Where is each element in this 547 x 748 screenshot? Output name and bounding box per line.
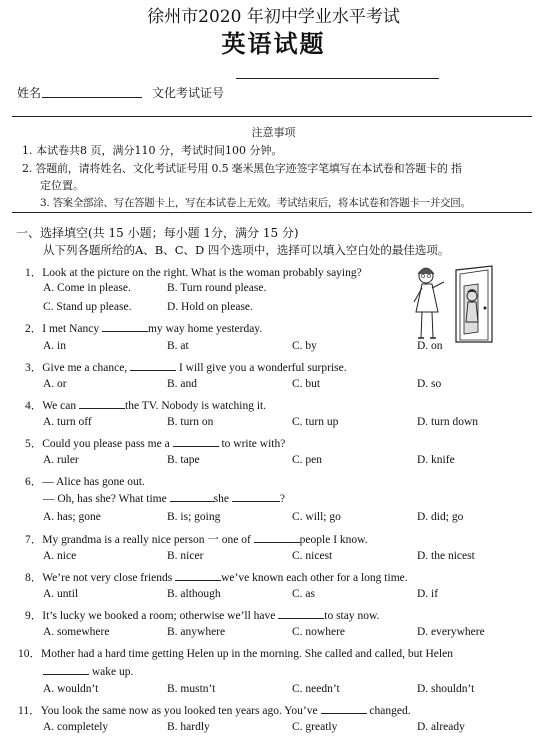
divider-top	[12, 116, 532, 117]
q8-option-b[interactable]: B. although	[167, 588, 221, 600]
answer-blank[interactable]	[175, 570, 221, 581]
q4-option-a[interactable]: A. turn off	[43, 416, 92, 428]
question-text: — Oh, has she? What time	[43, 493, 170, 505]
q6-option-b[interactable]: B. is; going	[167, 511, 221, 523]
question-text: I will give you a wonderful surprise.	[176, 362, 347, 374]
q10-option-a[interactable]: A. wouldn’t	[43, 683, 99, 695]
answer-blank[interactable]	[321, 703, 367, 714]
question-text: Look at the picture on the right. What is the woman probably saying?	[42, 267, 362, 279]
question-10	[18, 645, 453, 661]
q10-option-c[interactable]: C. needn’t	[292, 683, 340, 695]
q1-option-c[interactable]: C. Stand up please.	[43, 301, 132, 313]
q1-option-d[interactable]: D. Hold on please.	[167, 301, 253, 313]
exam-id-line	[236, 78, 439, 79]
q9-option-c[interactable]: C. nowhere	[292, 626, 346, 638]
question-text: We can	[42, 400, 79, 412]
question-number: 2．	[25, 323, 43, 335]
q2-option-c[interactable]: C. by	[292, 340, 317, 352]
question-7	[25, 531, 368, 547]
section-heading: 一、选择填空(共 15 小题；每小题 1分，满分 15 分)	[16, 226, 299, 240]
notice-item-2: 2. 答题前，请将姓名、文化考试证号用 0.5 毫米黑色字迹签字笔填写在本试卷和答题卡的 指	[22, 162, 462, 175]
divider-bottom	[12, 212, 532, 213]
question-text: wake up.	[89, 666, 134, 678]
question-number: 11．	[18, 705, 41, 717]
question-number: 5．	[25, 438, 43, 450]
q8-option-c[interactable]: C. as	[292, 588, 315, 600]
exam-title: 徐州市2020 年初中学业水平考试	[147, 7, 400, 27]
q2-option-a[interactable]: A. in	[43, 340, 66, 352]
question-text: Could you please pass me a	[42, 438, 173, 450]
question-text: We’re not very close friends	[42, 572, 176, 584]
question-number: 4．	[25, 400, 43, 412]
answer-blank[interactable]	[43, 664, 89, 675]
question-number: 8．	[25, 572, 43, 584]
question-text: we’ve known each other for a long time.	[221, 572, 408, 584]
answer-blank[interactable]	[254, 532, 300, 543]
q3-option-c[interactable]: C. but	[292, 378, 321, 390]
question-text: people I know.	[299, 534, 368, 546]
exam-id-label: 文化考试证号	[152, 86, 225, 100]
question-10-line-2	[43, 664, 133, 678]
question-number: 3．	[25, 362, 43, 374]
q2-option-d[interactable]: D. on	[417, 340, 443, 352]
q11-option-a[interactable]: A. completely	[43, 721, 109, 733]
answer-blank[interactable]	[130, 360, 176, 371]
question-number: 10．	[18, 648, 41, 660]
q9-option-d[interactable]: D. everywhere	[417, 626, 485, 638]
question-text: changed.	[366, 705, 411, 717]
question-6	[25, 473, 145, 489]
q5-option-c[interactable]: C. pen	[292, 454, 323, 466]
q11-option-d[interactable]: D. already	[417, 721, 465, 733]
question-9	[25, 607, 379, 623]
answer-blank[interactable]	[173, 436, 219, 447]
question-number: 1．	[25, 267, 43, 279]
notice-item-3: 3. 答案全部涂、写在答题卡上，写在本试卷上无效。考试结束后，将本试卷和答题卡一并交回。	[40, 197, 471, 209]
question-5	[25, 435, 285, 451]
question-1	[25, 264, 362, 280]
question-text: I met Nancy	[42, 323, 102, 335]
q11-option-b[interactable]: B. hardly	[167, 721, 210, 733]
q10-option-b[interactable]: B. mustn’t	[167, 683, 216, 695]
q10-option-d[interactable]: D. shouldn’t	[417, 683, 475, 695]
q4-option-b[interactable]: B. turn on	[167, 416, 214, 428]
q7-option-d[interactable]: D. the nicest	[417, 550, 475, 562]
notice-heading: 注意事项	[251, 126, 296, 139]
question-text: my way home yesterday.	[147, 323, 263, 335]
q7-option-c[interactable]: C. nicest	[292, 550, 333, 562]
question-8	[25, 569, 408, 585]
notice-item-1: 1. 本试卷共8 页，满分110 分，考试时间100 分钟。	[22, 144, 283, 157]
q3-option-d[interactable]: D. so	[417, 378, 442, 390]
question-3	[25, 359, 347, 375]
question-11	[18, 702, 411, 718]
section-instruction: 从下列各题所给的A、B、C、D 四个选项中，选择可以填入空白处的最佳选项。	[43, 243, 450, 257]
q2-option-b[interactable]: B. at	[167, 340, 189, 352]
question-text: to stay now.	[324, 610, 380, 622]
q6-option-a[interactable]: A. has; gone	[43, 511, 101, 523]
q11-option-c[interactable]: C. greatly	[292, 721, 338, 733]
answer-blank[interactable]	[79, 398, 125, 409]
question-6-line-2	[43, 491, 285, 505]
woman-at-door-illustration	[408, 262, 500, 346]
q7-option-a[interactable]: A. nice	[43, 550, 77, 562]
answer-blank[interactable]	[102, 321, 148, 332]
question-text: You look the same now as you looked ten years ago. You’ve	[40, 705, 321, 717]
question-4	[25, 397, 266, 413]
q8-option-a[interactable]: A. until	[43, 588, 79, 600]
q5-option-a[interactable]: A. ruler	[43, 454, 79, 466]
question-text: Give me a chance,	[42, 362, 131, 374]
question-number: 7．	[25, 534, 43, 546]
q8-option-d[interactable]: D. if	[417, 588, 439, 600]
question-text: — Alice has gone out.	[42, 476, 145, 488]
question-text: ?	[279, 493, 285, 505]
q1-option-a[interactable]: A. Come in please.	[43, 282, 131, 294]
q5-option-b[interactable]: B. tape	[167, 454, 200, 466]
q7-option-b[interactable]: B. nicer	[167, 550, 204, 562]
answer-blank[interactable]	[232, 491, 280, 502]
question-text: to write with?	[218, 438, 286, 450]
answer-blank[interactable]	[278, 608, 324, 619]
answer-blank[interactable]	[170, 491, 214, 502]
name-label: 姓名	[17, 86, 42, 100]
q4-option-c[interactable]: C. turn up	[292, 416, 339, 428]
question-text: My grandma is a really nice person 一 one of	[42, 534, 254, 546]
question-text: Mother had a hard time getting Helen up in the morning. She called and called, but Helen	[41, 648, 453, 660]
q1-option-b[interactable]: B. Turn round please.	[167, 282, 267, 294]
question-number: 6．	[25, 476, 43, 488]
q3-option-a[interactable]: A. or	[43, 378, 67, 390]
question-number: 9．	[25, 610, 43, 622]
exam-subject-title: 英语试题	[221, 29, 326, 58]
q3-option-b[interactable]: B. and	[167, 378, 198, 390]
question-text: It’s lucky we booked a room; otherwise we’ll have	[42, 610, 279, 622]
q9-option-b[interactable]: B. anywhere	[167, 626, 226, 638]
q6-option-d[interactable]: D. did; go	[417, 511, 464, 523]
name-field-line	[42, 97, 142, 98]
question-text: the TV. Nobody is watching it.	[125, 400, 267, 412]
q6-option-c[interactable]: C. will; go	[292, 511, 341, 523]
q4-option-d[interactable]: D. turn down	[417, 416, 479, 428]
question-2	[25, 320, 262, 336]
notice-item-2-cont: 定位置。	[40, 179, 84, 192]
q5-option-d[interactable]: D. knife	[417, 454, 455, 466]
question-text: she	[213, 493, 232, 505]
q9-option-a[interactable]: A. somewhere	[43, 626, 110, 638]
